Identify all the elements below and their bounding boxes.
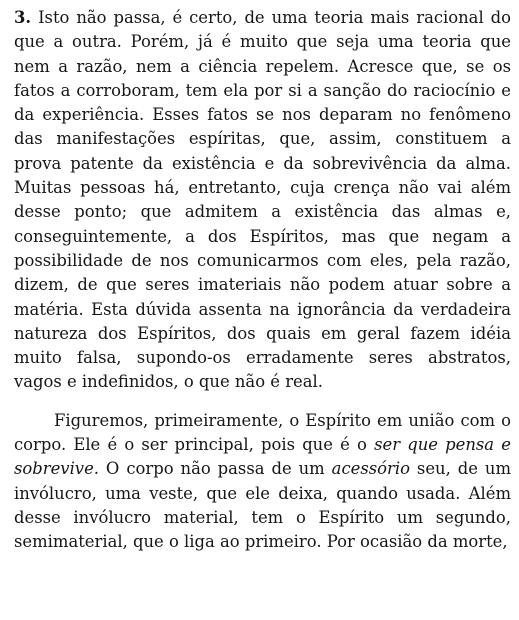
paragraph-3 (14, 6, 511, 395)
paragraph-text-part-2: O corpo não passa de um (98, 459, 332, 479)
paragraph-text-part-1: Figuremos, primeiramente, o Espírito em união com o corpo. Ele é o ser principal, pois que é o (14, 410, 511, 455)
paragraph-text-part-3: seu, de um invólucro, uma veste, que ele deixa, quando usada. Além desse invólucro material, tem o Espírito um segundo, semimaterial, que o liga ao primeiro. Por ocasião da morte, (14, 459, 511, 552)
paragraph-3-text: Isto não passa, é certo, de uma teoria mais racional do que a outra. Porém, já é muito que seja uma teoria que nem a razão, nem a ciência repelem. Acresce que, se os fatos a corroboram, tem ela por si a sanção do raciocínio e da experiência. Esses fatos se nos deparam no fenômeno das manifestações espíritas, que, assim, constituem a prova patente da existência e da sobrevivência da alma. Muitas pessoas há, entretanto, cuja crença não vai além desse ponto; que admitem a existência das almas e, conseguintemente, a dos Espíritos, mas que negam a possibilidade de nos comunicarmos com eles, pela razão, dizem, de que seres imateriais não podem atuar sobre a matéria. Esta dúvida assenta na ignorância da verdadeira natureza dos Espíritos, dos quais em geral fazem idéia muito falsa, supondo-os erradamente seres abstratos, vagos e indefinidos, o que não é real. (14, 8, 511, 392)
paragraph-number: 3. (14, 8, 32, 27)
emphasis-acessorio: acessório (331, 459, 410, 479)
paragraph-figuremos (14, 409, 511, 555)
emphasis-ser-que-pensa: ser que pensa e sobrevive. (14, 435, 511, 479)
